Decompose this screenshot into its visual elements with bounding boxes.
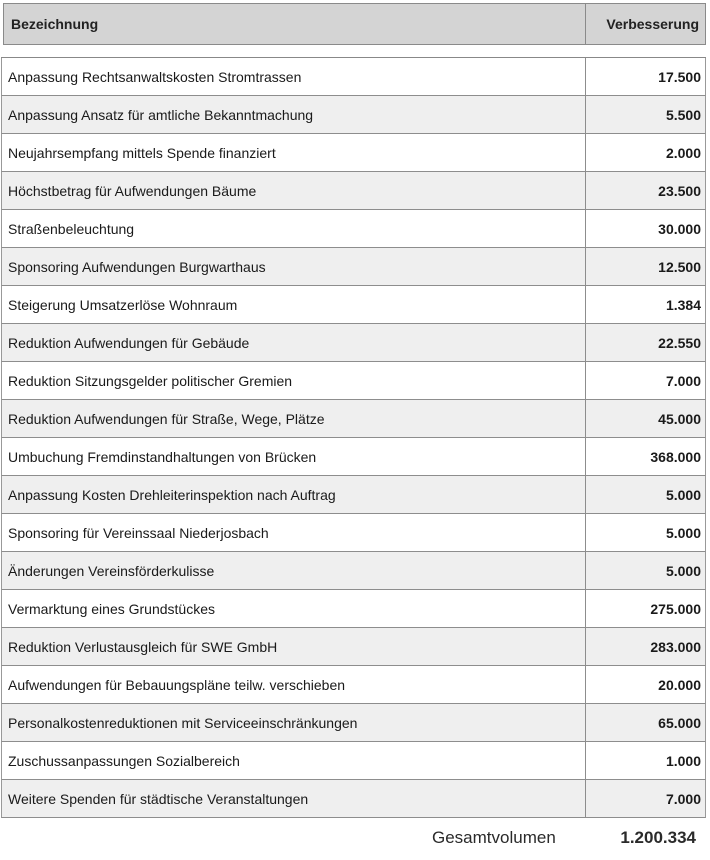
table-row (1, 134, 706, 172)
table-row (1, 552, 706, 590)
row-value: 17.500 (658, 69, 701, 85)
table-row (1, 248, 706, 286)
row-name: Anpassung Rechtsanwaltskosten Stromtrassen (2, 58, 586, 95)
row-name: Vermarktung eines Grundstückes (2, 590, 586, 627)
row-name: Straßenbeleuchtung (2, 210, 586, 247)
row-value: 23.500 (658, 183, 701, 199)
row-name: Weitere Spenden für städtische Veranstaltungen (2, 780, 586, 817)
row-value: 368.000 (650, 449, 701, 465)
row-name: Personalkostenreduktionen mit Serviceeinschränkungen (2, 704, 586, 741)
row-name: Reduktion Sitzungsgelder politischer Gremien (2, 362, 586, 399)
row-name: Höchstbetrag für Aufwendungen Bäume (2, 172, 586, 209)
row-value: 1.384 (665, 297, 701, 313)
table-row (1, 476, 706, 514)
total-value: 1.200.334 (620, 828, 696, 847)
row-value: 7.000 (665, 373, 701, 389)
header-bezeichnung: Bezeichnung (4, 4, 586, 44)
table-row (1, 514, 706, 552)
measures-table (1, 57, 706, 818)
row-value: 12.500 (658, 259, 701, 275)
row-value: 45.000 (658, 411, 701, 427)
total-label: Gesamtvolumen (432, 828, 556, 847)
row-value: 22.550 (658, 335, 701, 351)
row-name: Steigerung Umsatzerlöse Wohnraum (2, 286, 586, 323)
row-value: 65.000 (658, 715, 701, 731)
table-row (1, 362, 706, 400)
table-row (1, 438, 706, 476)
total-line (0, 826, 706, 854)
table-row (1, 58, 706, 96)
row-name: Reduktion Verlustausgleich für SWE GmbH (2, 628, 586, 665)
table-row (1, 324, 706, 362)
table-row (1, 590, 706, 628)
row-value: 1.000 (665, 753, 701, 769)
row-name: Neujahrsempfang mittels Spende finanziert (2, 134, 586, 171)
table-header (3, 3, 706, 45)
table-row (1, 666, 706, 704)
header-verbesserung: Verbesserung (606, 16, 699, 32)
row-name: Änderungen Vereinsförderkulisse (2, 552, 586, 589)
row-value: 275.000 (650, 601, 701, 617)
row-value: 2.000 (665, 145, 701, 161)
row-value: 5.000 (665, 487, 701, 503)
table-row (1, 210, 706, 248)
table-row (1, 780, 706, 818)
row-name: Umbuchung Fremdinstandhaltungen von Brücken (2, 438, 586, 475)
row-name: Reduktion Aufwendungen für Gebäude (2, 324, 586, 361)
row-name: Anpassung Kosten Drehleiterinspektion nach Auftrag (2, 476, 586, 513)
table-row (1, 286, 706, 324)
table-row (1, 704, 706, 742)
row-value: 5.500 (665, 107, 701, 123)
row-value: 30.000 (658, 221, 701, 237)
row-value: 20.000 (658, 677, 701, 693)
row-name: Sponsoring Aufwendungen Burgwarthaus (2, 248, 586, 285)
row-name: Reduktion Aufwendungen für Straße, Wege, Plätze (2, 400, 586, 437)
table-row (1, 628, 706, 666)
row-value: 5.000 (665, 525, 701, 541)
table-row (1, 96, 706, 134)
table-row (1, 400, 706, 438)
row-value: 283.000 (650, 639, 701, 655)
table-row (1, 172, 706, 210)
row-name: Anpassung Ansatz für amtliche Bekanntmachung (2, 96, 586, 133)
row-name: Sponsoring für Vereinssaal Niederjosbach (2, 514, 586, 551)
row-value: 7.000 (665, 791, 701, 807)
row-name: Zuschussanpassungen Sozialbereich (2, 742, 586, 779)
table-row (1, 742, 706, 780)
row-name: Aufwendungen für Bebauungspläne teilw. verschieben (2, 666, 586, 703)
row-value: 5.000 (665, 563, 701, 579)
